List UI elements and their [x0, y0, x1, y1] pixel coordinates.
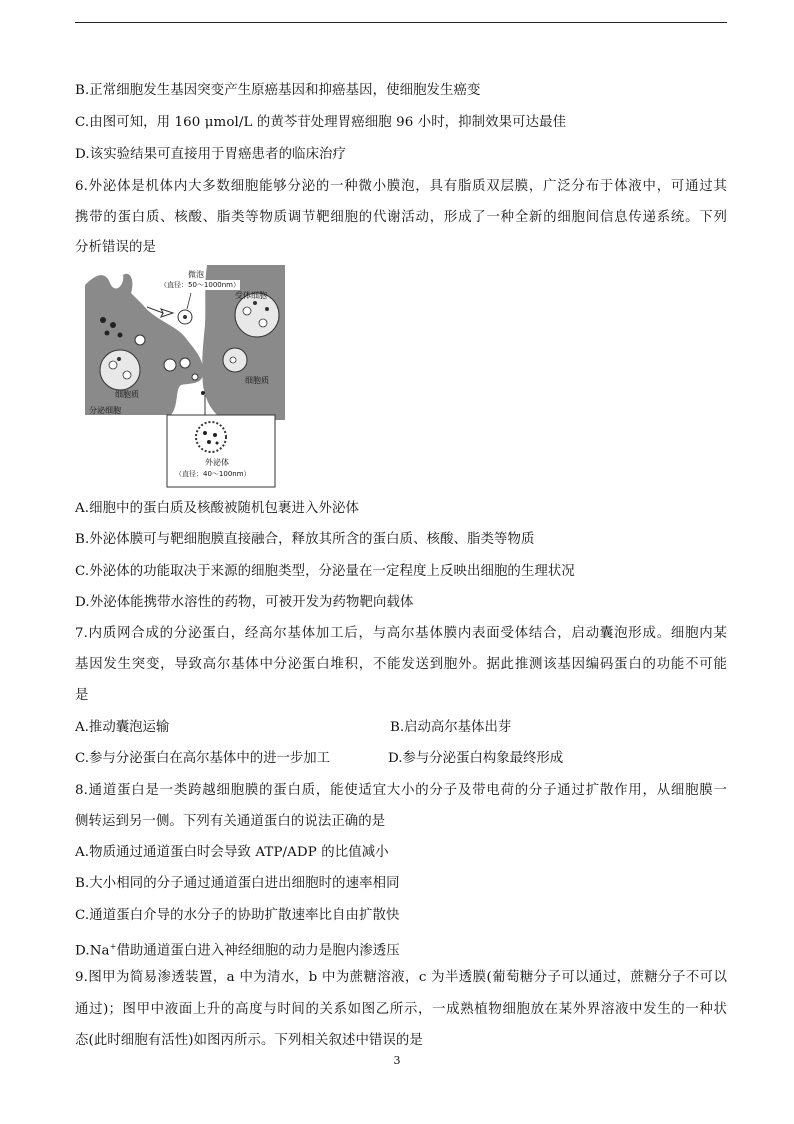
- q6-option-b: B.外泌体膜可与靶细胞膜直接融合，释放其所含的蛋白质、核酸、脂类等物质: [75, 532, 535, 547]
- q6-option-d: D.外泌体能携带水溶性的药物，可被开发为药物靶向载体: [75, 595, 414, 610]
- q8-option-c: C.通道蛋白介导的水分子的协助扩散速率比自由扩散快: [75, 908, 400, 923]
- q7-stem-line-2: 基因发生突变，导致高尔基体中分泌蛋白堆积，不能发送到胞外。据此推测该基因编码蛋白的功能不可能: [75, 657, 727, 672]
- q6-stem-line-1: 6.外泌体是机体内大多数细胞能够分泌的一种微小膜泡，具有脂质双层膜，广泛分布于体液中，可通过其: [75, 179, 727, 194]
- label-vesicle: 微泡: [188, 270, 204, 279]
- q8-option-d: [75, 937, 727, 961]
- label-cytoplasm-left: 细胞质: [115, 390, 139, 399]
- label-exosome: 外泌体: [205, 458, 229, 467]
- q5-option-d: D.该实验结果可直接用于胃癌患者的临床治疗: [75, 147, 347, 162]
- q6-stem-line-2: 携带的蛋白质、核酸、脂类等物质调节靶细胞的代谢活动，形成了一种全新的细胞间信息传递系统。下列: [75, 210, 727, 225]
- q7-option-c: C.参与分泌蛋白在高尔基体中的进一步加工: [75, 751, 331, 766]
- label-vesicle-size: （直径：50～1000nm）: [160, 281, 240, 289]
- q5-option-b: B.正常细胞发生基因突变产生原癌基因和抑癌基因，使细胞发生癌变: [75, 83, 481, 98]
- q8-stem-line-2: 侧转运到另一侧。下列有关通道蛋白的说法正确的是: [75, 814, 386, 829]
- label-exosome-size: （直径：40～100nm）: [175, 470, 251, 478]
- q9-stem-line-1: 9.图甲为简易渗透装置，a 中为清水，b 中为蔗糖溶液，c 为半透膜(葡萄糖分子可以通过，蔗糖分子不可以: [75, 970, 727, 985]
- q7-option-b: B.启动高尔基体出芽: [390, 720, 512, 735]
- q8-stem-line-1: 8.通道蛋白是一类跨越细胞膜的蛋白质，能使适宜大小的分子及带电荷的分子通过扩散作用，从细胞膜一: [75, 783, 727, 798]
- label-receptor-cell: 受体细胞: [235, 291, 267, 300]
- q7-stem-line-3: 是: [75, 688, 89, 703]
- q9-stem-line-2: 通过)；图甲中液面上升的高度与时间的关系如图乙所示，一成熟植物细胞放在某外界溶液中发生的一种状: [75, 1002, 727, 1017]
- q9-stem-line-3: 态(此时细胞有活性)如图丙所示。下列相关叙述中错误的是: [75, 1033, 423, 1048]
- page-number: 3: [393, 1054, 401, 1067]
- q7-option-d: D.参与分泌蛋白构象最终形成: [388, 751, 564, 766]
- label-cytoplasm-right: 细胞质: [245, 376, 269, 385]
- q6-option-a: A.细胞中的蛋白质及核酸被随机包裹进入外泌体: [75, 501, 359, 516]
- q5-option-c: C.由图可知，用 160 μmol/L 的黄芩苷处理胃癌细胞 96 小时，抑制效果可达最佳: [75, 115, 567, 130]
- q7-stem-line-1: 7.内质网合成的分泌蛋白，经高尔基体加工后，与高尔基体膜内表面受体结合，启动囊泡形成。细胞内某: [75, 626, 727, 641]
- q8-option-d-superscript: +: [109, 942, 117, 951]
- header-rule: [75, 22, 727, 23]
- q8-option-a: A.物质通过通道蛋白时会导致 ATP/ADP 的比值减小: [75, 845, 389, 860]
- label-secreting-cell: 分泌细胞: [89, 406, 121, 415]
- exosome-figure: [85, 265, 285, 490]
- q8-option-d-prefix: D.Na: [75, 943, 110, 959]
- q7-option-a: A.推动囊泡运输: [75, 720, 170, 735]
- q8-option-b: B.大小相同的分子通过通道蛋白进出细胞时的速率相同: [75, 876, 400, 891]
- q8-option-d-text: 借助通道蛋白进入神经细胞的动力是胞内渗透压: [116, 943, 400, 959]
- q6-option-c: C.外泌体的功能取决于来源的细胞类型，分泌量在一定程度上反映出细胞的生理状况: [75, 564, 575, 579]
- q6-stem-line-3: 分析错误的是: [75, 240, 156, 255]
